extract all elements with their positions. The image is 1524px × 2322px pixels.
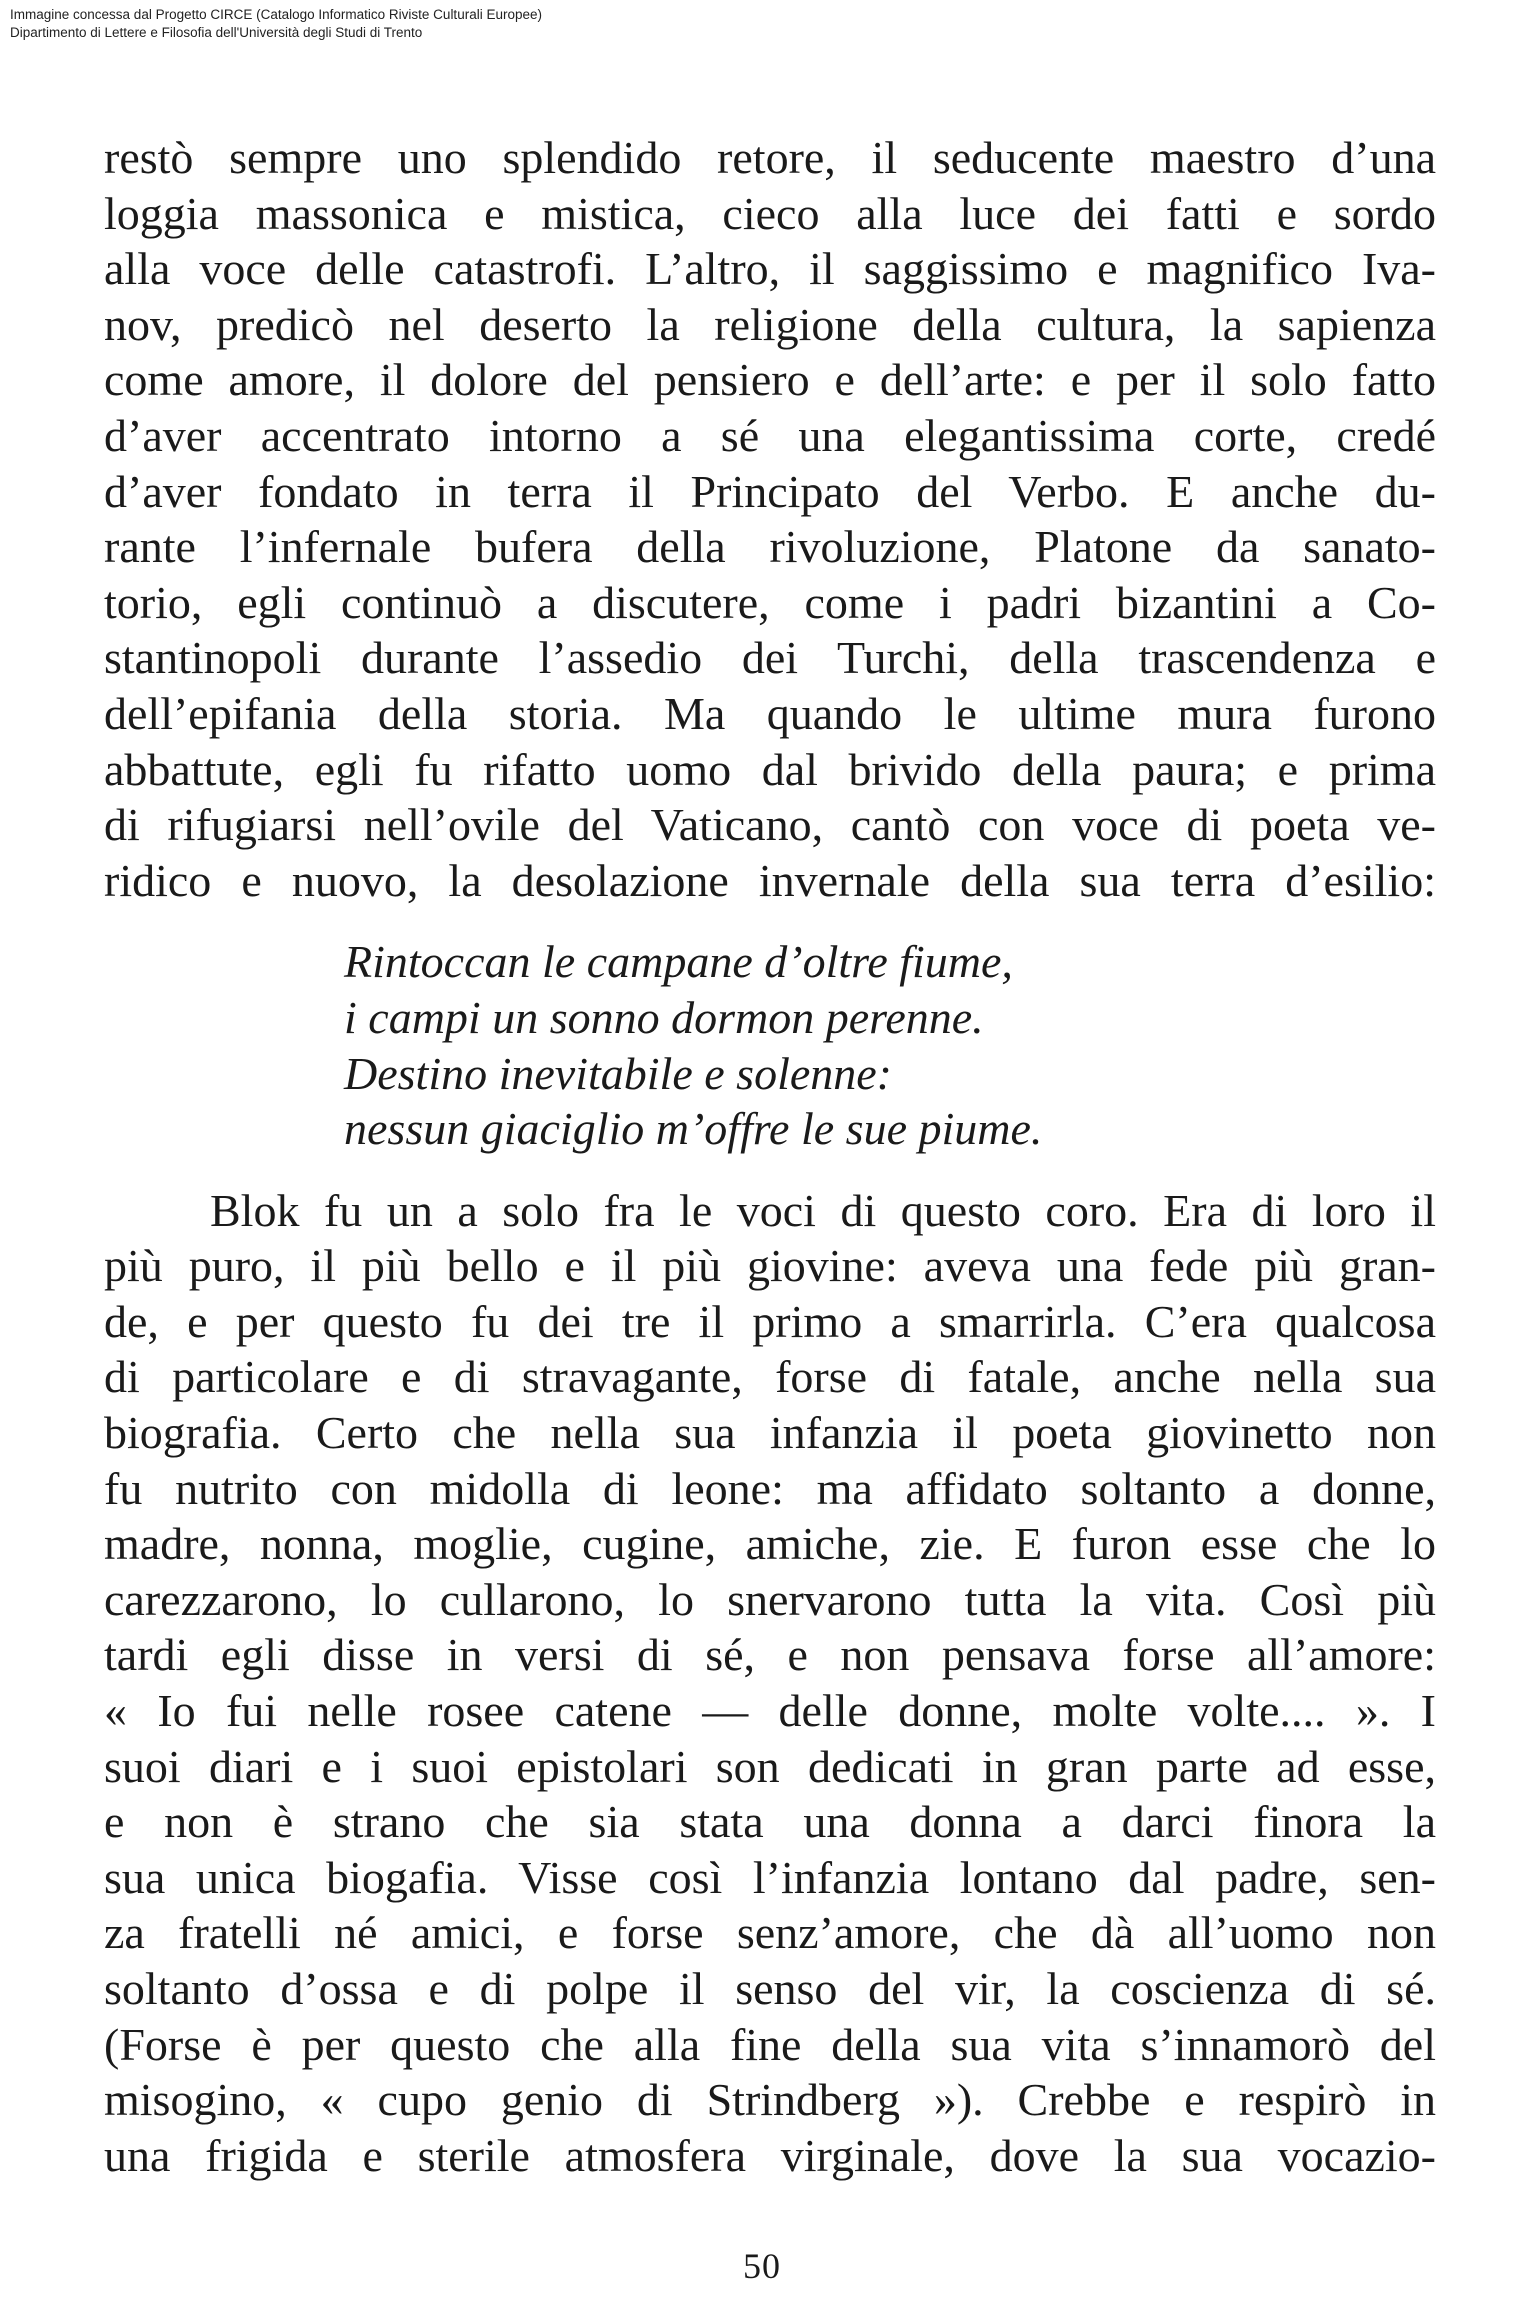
text-line: sua unica biogafia. Visse così l’infanzia lontano dal padre, sen- <box>104 1851 1436 1903</box>
verse-quote <box>104 934 1436 1156</box>
text-line: stantinopoli durante l’assedio dei Turchi, della trascendenza e <box>104 632 1436 684</box>
text-line: de, e per questo fu dei tre il primo a smarrirla. C’era qualcosa <box>104 1295 1436 1347</box>
text-line: alla voce delle catastrofi. L’altro, il saggissimo e magnifico Iva- <box>104 243 1436 295</box>
text-line: suoi diari e i suoi epistolari son dedicati in gran parte ad esse, <box>104 1740 1436 1792</box>
text-line: carezzarono, lo cullarono, lo snervarono tutta la vita. Così più <box>104 1573 1436 1625</box>
text-line: madre, nonna, moglie, cugine, amiche, zie. E furon esse che lo <box>104 1518 1436 1570</box>
text-line: Blok fu un a solo fra le voci di questo coro. Era di loro il <box>210 1184 1436 1236</box>
text-line: nov, predicò nel deserto la religione della cultura, la sapienza <box>104 298 1436 350</box>
text-line: restò sempre uno splendido retore, il seducente maestro d’una <box>104 132 1436 183</box>
text-line: biografia. Certo che nella sua infanzia il poeta giovinetto non <box>104 1407 1436 1459</box>
text-line: dell’epifania della storia. Ma quando le ultime mura furono <box>104 687 1436 739</box>
text-line: fu nutrito con midolla di leone: ma affidato soltanto a donne, <box>104 1462 1436 1514</box>
text-line: rante l’infernale bufera della rivoluzione, Platone da sanato- <box>104 521 1436 573</box>
credit-line-1: Immagine concessa dal Progetto CIRCE (Catalogo Informatico Riviste Culturali Europee) <box>10 7 542 22</box>
text-line: di rifugiarsi nell’ovile del Vaticano, cantò con voce di poeta ve- <box>104 799 1436 851</box>
verse-line: nessun giaciglio m’offre le sue piume. <box>344 1103 1043 1155</box>
text-line: misogino, « cupo genio di Strindberg »). Crebbe e respirò in <box>104 2074 1436 2126</box>
text-line: torio, egli continuò a discutere, come i padri bizantini a Co- <box>104 576 1436 628</box>
text-line: e non è strano che sia stata una donna a darci finora la <box>104 1796 1436 1848</box>
text-line: più puro, il più bello e il più giovine: aveva una fede più gran- <box>104 1240 1436 1292</box>
text-line: za fratelli né amici, e forse senz’amore, che dà all’uomo non <box>104 1907 1436 1959</box>
text-line: una frigida e sterile atmosfera virginale, dove la sua vocazio- <box>104 2129 1436 2181</box>
text-line: come amore, il dolore del pensiero e dell’arte: e per il solo fatto <box>104 354 1436 406</box>
paragraph-2 <box>104 1183 1436 2184</box>
image-credit <box>10 6 542 42</box>
verse-line: Rintoccan le campane d’oltre fiume, <box>344 936 1013 988</box>
paragraph-1 <box>104 130 1436 908</box>
text-line: abbattute, egli fu rifatto uomo dal brivido della paura; e prima <box>104 743 1436 795</box>
text-line: « Io fui nelle rosee catene — delle donne, molte volte.... ». I <box>104 1685 1436 1737</box>
page-number: 50 <box>743 2246 781 2286</box>
credit-line-2: Dipartimento di Lettere e Filosofia dell'Università degli Studi di Trento <box>10 25 423 40</box>
text-line: soltanto d’ossa e di polpe il senso del vir, la coscienza di sé. <box>104 1963 1436 2014</box>
verse-line: i campi un sonno dormon perenne. <box>344 991 984 1043</box>
text-line: tardi egli disse in versi di sé, e non pensava forse all’amore: <box>104 1629 1436 1681</box>
page-body <box>104 130 1436 2183</box>
text-line: d’aver accentrato intorno a sé una elegantissima corte, credé <box>104 409 1436 461</box>
text-line: di particolare e di stravagante, forse di fatale, anche nella sua <box>104 1351 1436 1403</box>
text-line: (Forse è per questo che alla fine della sua vita s’innamorò del <box>104 2018 1436 2070</box>
text-line: loggia massonica e mistica, cieco alla luce dei fatti e sordo <box>104 187 1436 239</box>
text-line: d’aver fondato in terra il Principato del Verbo. E anche du- <box>104 465 1436 517</box>
text-line: ridico e nuovo, la desolazione invernale della sua terra d’esilio: <box>104 854 1436 906</box>
verse-line: Destino inevitabile e solenne: <box>344 1047 893 1099</box>
